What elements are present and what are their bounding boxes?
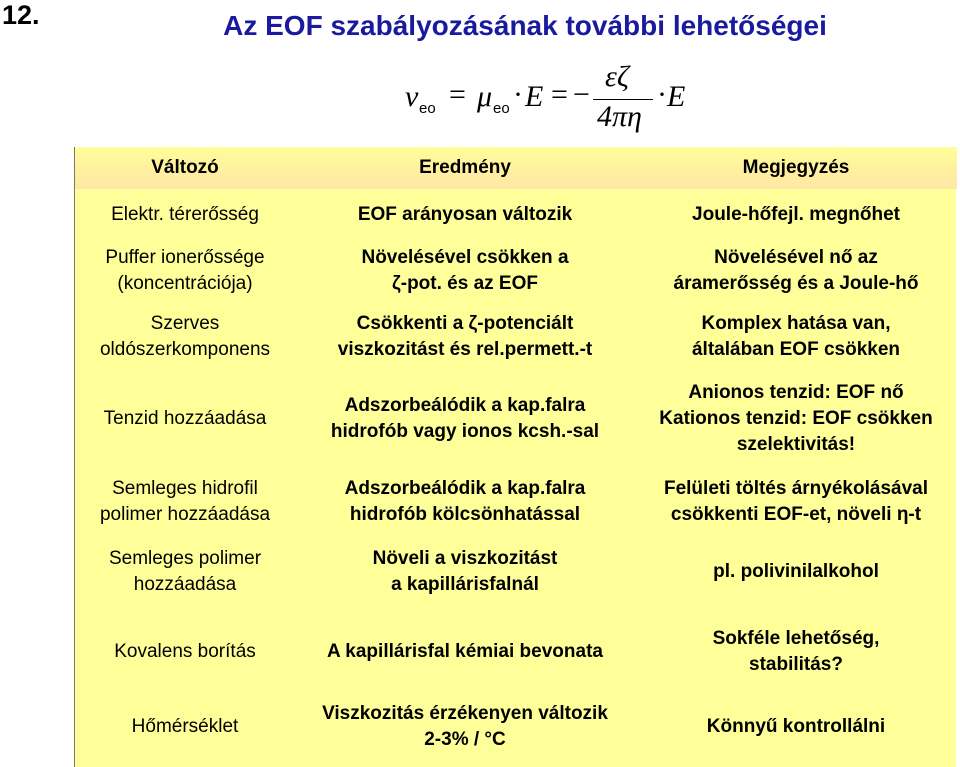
table-cell-c1: Puffer ionerőssége (koncentrációja): [105, 247, 265, 294]
formula-v: v: [405, 80, 419, 113]
header-valtozo: Változó: [151, 157, 219, 178]
table-cell-c2: EOF arányosan változik: [357, 204, 573, 225]
eof-formula: [405, 58, 705, 138]
slide-title: Az EOF szabályozásának további lehetőségei: [223, 10, 827, 41]
table-cell-c3: Sokféle lehetőség, stabilitás?: [712, 628, 880, 675]
table-cell-c3: Növelésével nő az áramerősség és a Joule-hő: [673, 247, 919, 294]
table-cell-c3: Joule-hőfejl. megnőhet: [692, 204, 900, 225]
header-megjegyzes: Megjegyzés: [742, 157, 850, 178]
table-cell-c3: Felületi töltés árnyékolásával csökkenti EOF-et, növeli η-t: [663, 478, 928, 525]
table-cell-c2: Adszorbeálódik a kap.falra hidrofób kölcsönhatással: [344, 478, 586, 525]
table-cell-c1: Hőmérséklet: [131, 716, 239, 737]
table-cell-c2: A kapillárisfal kémiai bevonata: [327, 641, 603, 662]
table-cell-c3: Komplex hatása van, általában EOF csökken: [691, 313, 901, 360]
table-cell-c1: Tenzid hozzáadása: [103, 408, 267, 429]
formula-eq2: =: [551, 78, 568, 111]
formula-denominator: 4πη: [597, 100, 642, 133]
formula-E1: E: [525, 80, 544, 113]
table-cell-c3: pl. polivinilalkohol: [713, 561, 879, 582]
table-cell-c2: Adszorbeálódik a kap.falra hidrofób vagy ionos kcsh.-sal: [330, 395, 600, 442]
formula-dot1: ·: [513, 78, 523, 111]
slide-number: 12.: [2, 0, 40, 30]
formula-eq1: =: [449, 78, 466, 111]
eof-table: [74, 147, 956, 767]
formula-minus: −: [573, 78, 590, 111]
table-cell-c3: Könnyű kontrollálni: [706, 716, 886, 737]
table-cell-c1: Semleges polimer hozzáadása: [108, 548, 262, 595]
formula-mu: μ: [477, 80, 493, 113]
table-cell-c1: Kovalens borítás: [114, 641, 256, 662]
table-cell-c1: Semleges hidrofil polimer hozzáadása: [99, 478, 271, 525]
table-cell-c2: Növelésével csökken a ζ-pot. és az EOF: [361, 247, 569, 294]
table-cell-c1: Elektr. térerősség: [111, 204, 259, 225]
table-cell-c2: Viszkozitás érzékenyen változik 2-3% / °C: [322, 703, 608, 750]
formula-v-sub: eo: [419, 100, 436, 117]
formula-dot2: ·: [657, 78, 667, 111]
table-cell-c2: Csökkenti a ζ-potenciált viszkozitást és rel.permett.-t: [337, 313, 593, 360]
table-cell-c3: Anionos tenzid: EOF nő Kationos tenzid: EOF csökken szelektivitás!: [659, 382, 933, 455]
formula-numerator: εζ: [605, 60, 629, 93]
formula-mu-sub: eo: [493, 100, 510, 117]
table-cell-c1: Szerves oldószerkomponens: [99, 313, 271, 360]
table-header-row: [75, 147, 957, 189]
table-cell-c2: Növeli a viszkozitást a kapillárisfalnál: [372, 548, 558, 595]
header-eredmeny: Eredmény: [419, 157, 511, 178]
formula-E2: E: [667, 80, 686, 113]
